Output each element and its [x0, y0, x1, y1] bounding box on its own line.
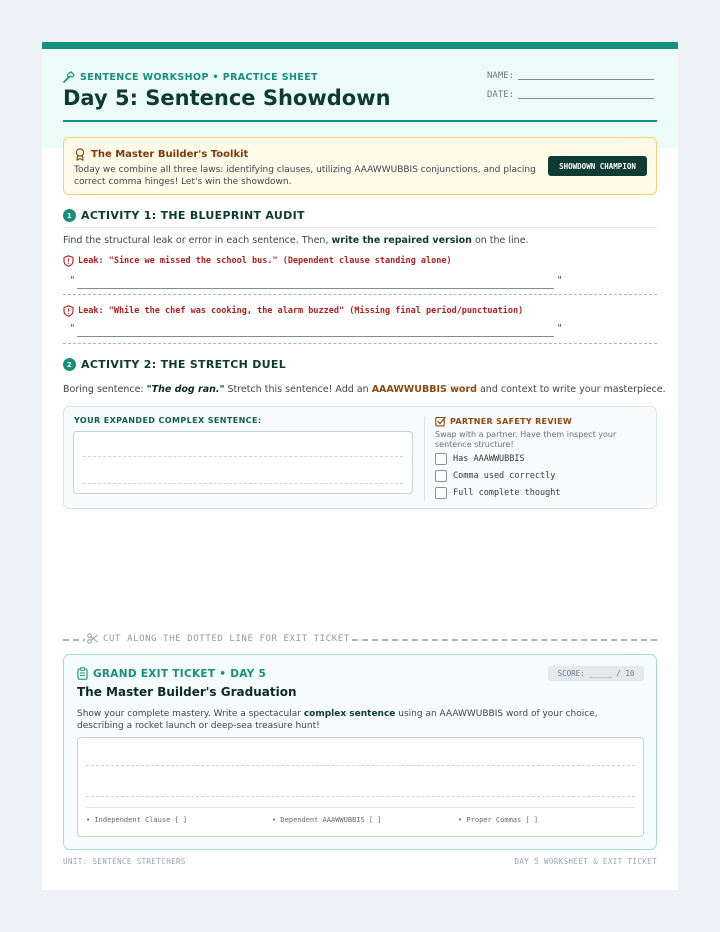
- activity1-instr-post: on the line.: [471, 235, 529, 246]
- score-badge: SCORE: _____ / 10: [548, 666, 644, 681]
- close-quote: ": [557, 323, 562, 334]
- toolkit-callout: [63, 137, 657, 195]
- stretch-duel-box: [63, 406, 657, 509]
- activity1-title: ACTIVITY 1: THE BLUEPRINT AUDIT: [81, 209, 305, 222]
- name-field[interactable]: [487, 71, 654, 81]
- answer-underline[interactable]: [77, 288, 554, 289]
- checkbox[interactable]: [435, 470, 447, 482]
- shield-alert-icon: [63, 255, 74, 267]
- checkbox[interactable]: [435, 453, 447, 465]
- activity2-instr-post: and context to write your masterpiece.: [476, 384, 666, 395]
- check-square-icon: [435, 416, 446, 427]
- dashed-separator: [63, 294, 657, 295]
- checklist-item[interactable]: [435, 487, 560, 499]
- date-line[interactable]: [518, 98, 654, 99]
- footer-page-label: DAY 5 WORKSHEET & EXIT TICKET: [514, 857, 657, 866]
- activity2-instr-pre: Boring sentence:: [63, 384, 147, 395]
- open-quote: ": [70, 323, 75, 334]
- toolkit-heading: [74, 148, 248, 161]
- checklist-label: Has AAAWWUBBIS: [453, 454, 525, 464]
- ticket-body-bold: complex sentence: [303, 709, 396, 719]
- cut-instruction: [85, 633, 352, 644]
- leak-1-text: Leak: "Since we missed the school bus." (Dependent clause standing alone): [78, 256, 452, 266]
- checklist-label: Comma used correctly: [453, 471, 556, 481]
- date-label: DATE:: [487, 90, 515, 100]
- activity1-instr-pre: Find the structural leak or error in each sentence. Then,: [63, 235, 332, 246]
- name-line[interactable]: [518, 79, 654, 80]
- award-icon: [74, 148, 86, 161]
- activity2-instructions: [63, 384, 666, 395]
- worksheet-page: [42, 42, 678, 890]
- guide-line: [83, 483, 403, 484]
- cut-text: CUT ALONG THE DOTTED LINE FOR EXIT TICKET: [103, 633, 350, 644]
- criteria-dependent-aaawwubbis: • Dependent AAAWWUBBIS [ ]: [272, 816, 382, 824]
- partner-review-heading: [435, 416, 572, 427]
- expanded-sentence-input[interactable]: [73, 431, 413, 494]
- activity1-instructions: [63, 235, 529, 246]
- activity1-divider: [63, 227, 657, 228]
- leak-2-text: Leak: "While the chef was cooking, the alarm buzzed" (Missing final period/punctuation): [78, 306, 524, 316]
- answer-underline[interactable]: [77, 336, 554, 337]
- activity2-title: ACTIVITY 2: THE STRETCH DUEL: [81, 358, 287, 371]
- checklist-label: Full complete thought: [453, 488, 561, 498]
- exit-ticket-title: The Master Builder's Graduation: [77, 685, 297, 699]
- toolkit-body: Today we combine all three laws: identifying clauses, utilizing AAAWWUBBIS conjunctions, and placing correct comma hinges! Let's win the showdown.: [74, 165, 536, 187]
- exit-ticket-kicker: [77, 667, 266, 680]
- name-label: NAME:: [487, 71, 515, 81]
- shield-alert-icon: [63, 305, 74, 317]
- page-title: Day 5: Sentence Showdown: [63, 86, 391, 110]
- partner-review-instructions: Swap with a partner. Have them inspect your sentence structure!: [435, 430, 617, 449]
- criteria-independent-clause: • Independent Clause [ ]: [86, 816, 188, 824]
- activity1-heading: [63, 209, 305, 222]
- guide-line: [83, 456, 403, 457]
- aaawwubbis-word: AAAWWUBBIS word: [371, 384, 477, 395]
- leak-2: [63, 305, 523, 317]
- boring-sentence: "The dog ran.": [146, 384, 225, 395]
- dashed-separator: [63, 343, 657, 344]
- header-divider: [63, 120, 657, 122]
- repair-line-2[interactable]: [70, 323, 562, 337]
- exit-ticket: [63, 654, 657, 850]
- activity2-number: 2: [63, 358, 76, 371]
- activity1-instr-bold: write the repaired version: [331, 235, 472, 246]
- close-quote: ": [557, 275, 562, 286]
- hammer-icon: [63, 71, 75, 83]
- partner-review-title: PARTNER SAFETY REVIEW: [450, 417, 572, 426]
- ticket-body-post: using an AAAWWUBBIS word of your choice, describing a rocket launch or deep-sea treasure hunt!: [77, 709, 598, 731]
- criteria-proper-commas: • Proper Commas [ ]: [458, 816, 539, 824]
- open-quote: ": [70, 275, 75, 286]
- date-field[interactable]: [487, 90, 654, 100]
- leak-1: [63, 255, 452, 267]
- expanded-sentence-label: YOUR EXPANDED COMPLEX SENTENCE:: [74, 416, 262, 425]
- checklist-item[interactable]: [435, 453, 525, 465]
- criteria-divider: [86, 807, 635, 808]
- clipboard-icon: [77, 667, 88, 680]
- guide-line: [86, 796, 635, 797]
- checklist-item[interactable]: [435, 470, 555, 482]
- footer-unit: UNIT: SENTENCE STRETCHERS: [63, 857, 186, 866]
- exit-ticket-answer-box[interactable]: [77, 737, 644, 837]
- checkbox[interactable]: [435, 487, 447, 499]
- activity2-heading: [63, 358, 286, 371]
- activity2-instr-mid: Stretch this sentence! Add an: [224, 384, 372, 395]
- toolkit-title: The Master Builder's Toolkit: [91, 149, 249, 160]
- kicker-text: SENTENCE WORKSHOP • PRACTICE SHEET: [80, 71, 318, 83]
- activity1-number: 1: [63, 209, 76, 222]
- showdown-champion-badge: SHOWDOWN CHAMPION: [548, 156, 647, 176]
- top-accent-bar: [42, 42, 678, 49]
- repair-line-1[interactable]: [70, 275, 562, 289]
- exit-ticket-instructions: [77, 708, 647, 732]
- ticket-body-pre: Show your complete mastery. Write a spectacular: [77, 709, 304, 719]
- exit-ticket-kicker-text: GRAND EXIT TICKET • DAY 5: [93, 667, 267, 680]
- worksheet-kicker: [63, 71, 318, 83]
- scissors-icon: [87, 633, 98, 644]
- vertical-divider: [424, 417, 425, 501]
- guide-line: [86, 765, 635, 766]
- cut-line: [63, 633, 657, 645]
